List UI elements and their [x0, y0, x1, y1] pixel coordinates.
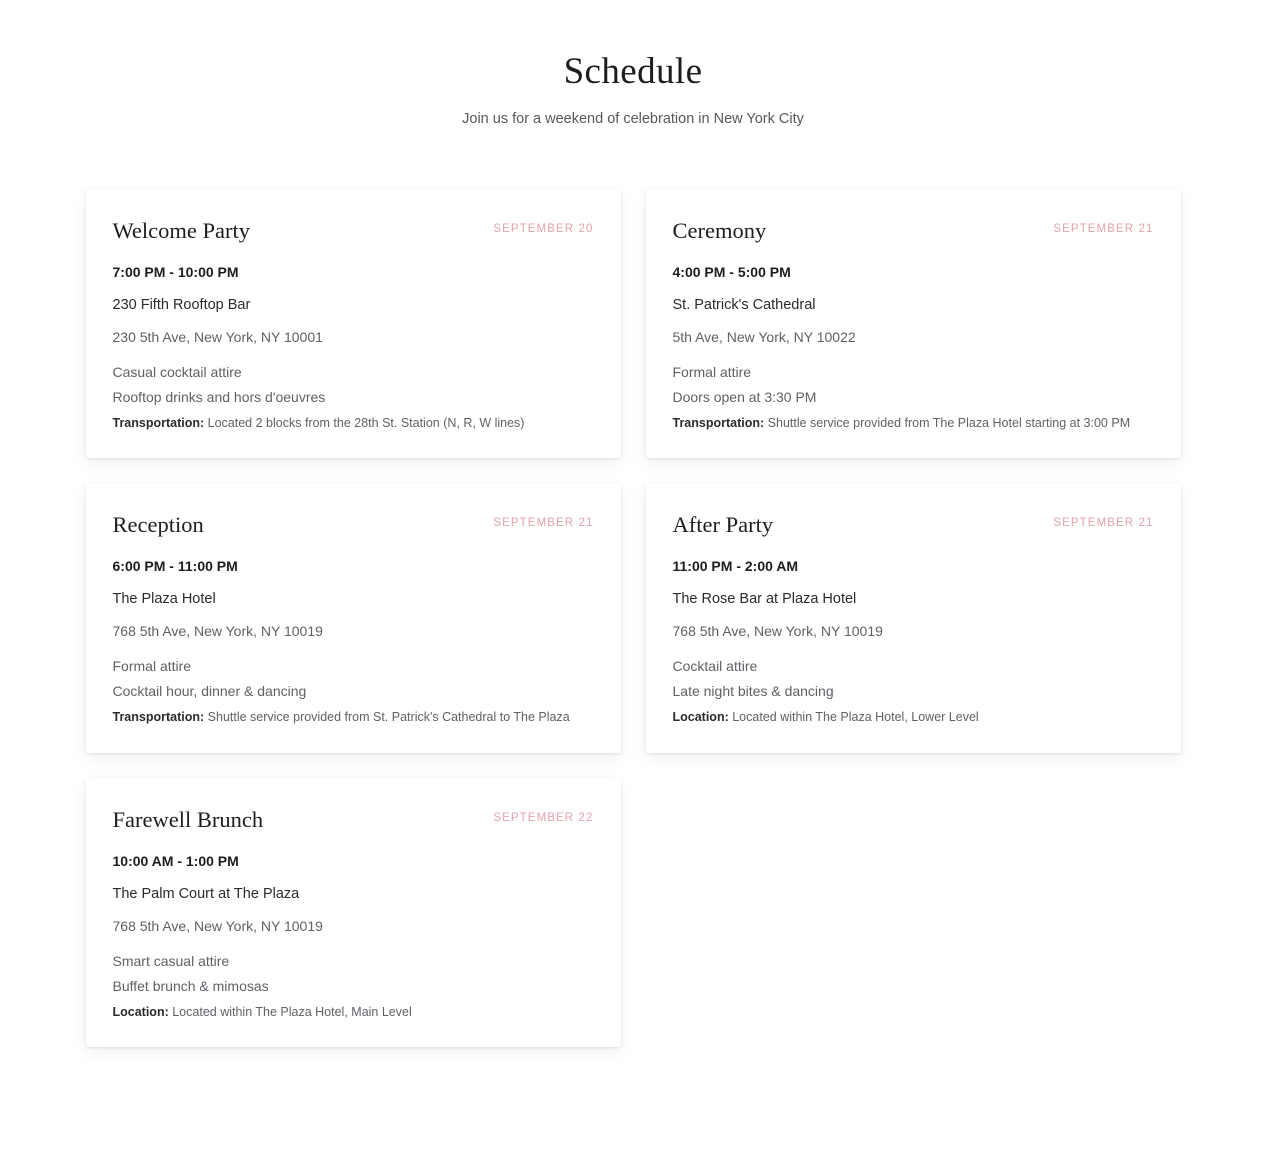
event-note [113, 1004, 594, 1022]
event-note-label: Location: [112, 1004, 169, 1019]
event-date: SEPTEMBER 21 [1053, 517, 1154, 530]
event-time: 6:00 PM - 11:00 PM [112, 558, 238, 575]
event-note-text: Located within The Plaza Hotel, Main Level [172, 1004, 412, 1019]
schedule-card-grid [0, 189, 1266, 1048]
event-time: 11:00 PM - 2:00 AM [672, 558, 799, 575]
card-header [673, 511, 1154, 538]
card-header [113, 806, 594, 833]
event-detail: Cocktail hour, dinner & dancing [112, 683, 307, 700]
event-venue: The Plaza Hotel [112, 591, 216, 608]
card-header [673, 217, 1154, 244]
card-header [113, 217, 594, 244]
event-address: 768 5th Ave, New York, NY 10019 [112, 917, 323, 934]
event-date: SEPTEMBER 22 [493, 811, 594, 824]
page-subtitle: Join us for a weekend of celebration in New York City [462, 110, 804, 127]
event-time: 7:00 PM - 10:00 PM [112, 263, 239, 280]
event-note-label: Transportation: [112, 415, 205, 430]
event-address: 230 5th Ave, New York, NY 10001 [112, 328, 323, 345]
schedule-card-ceremony [646, 189, 1181, 459]
event-title: Farewell Brunch [112, 806, 264, 832]
event-note [673, 415, 1154, 433]
event-detail: Rooftop drinks and hors d'oeuvres [112, 388, 326, 405]
event-time: 4:00 PM - 5:00 PM [672, 263, 791, 280]
event-title: Reception [112, 512, 204, 538]
event-date: SEPTEMBER 20 [493, 222, 594, 235]
event-title: Ceremony [672, 217, 767, 243]
event-venue: St. Patrick's Cathedral [672, 296, 816, 313]
event-note-text: Shuttle service provided from St. Patrick's Cathedral to The Plaza [207, 710, 570, 725]
event-attire: Smart casual attire [112, 952, 230, 969]
event-note [673, 709, 1154, 727]
event-venue: The Rose Bar at Plaza Hotel [672, 591, 857, 608]
event-detail: Late night bites & dancing [672, 683, 834, 700]
event-title: After Party [672, 512, 774, 538]
event-attire: Formal attire [672, 363, 752, 380]
event-detail: Buffet brunch & mimosas [112, 977, 269, 994]
event-attire: Formal attire [112, 658, 192, 675]
schedule-card-welcome-party [86, 189, 621, 459]
event-note-text: Located within The Plaza Hotel, Lower Level [732, 710, 979, 725]
event-venue: 230 Fifth Rooftop Bar [112, 296, 251, 313]
card-header [113, 511, 594, 538]
event-time: 10:00 AM - 1:00 PM [112, 852, 239, 869]
page-header [0, 52, 1266, 127]
event-address: 768 5th Ave, New York, NY 10019 [112, 623, 323, 640]
page-title: Schedule [563, 51, 703, 92]
event-note [113, 709, 594, 727]
event-note-label: Transportation: [112, 710, 205, 725]
event-address: 5th Ave, New York, NY 10022 [672, 328, 856, 345]
schedule-card-reception [86, 483, 621, 753]
event-note-label: Location: [672, 710, 729, 725]
schedule-card-farewell-brunch [86, 778, 621, 1048]
event-detail: Doors open at 3:30 PM [672, 388, 817, 405]
schedule-card-after-party [646, 483, 1181, 753]
event-note-text: Located 2 blocks from the 28th St. Station (N, R, W lines) [207, 415, 525, 430]
event-note [113, 415, 594, 433]
event-note-label: Transportation: [672, 415, 765, 430]
event-date: SEPTEMBER 21 [1053, 222, 1154, 235]
event-attire: Casual cocktail attire [112, 363, 242, 380]
event-title: Welcome Party [112, 217, 251, 243]
event-attire: Cocktail attire [672, 658, 758, 675]
event-address: 768 5th Ave, New York, NY 10019 [672, 623, 883, 640]
event-date: SEPTEMBER 21 [493, 517, 594, 530]
event-note-text: Shuttle service provided from The Plaza Hotel starting at 3:00 PM [767, 415, 1131, 430]
event-venue: The Palm Court at The Plaza [112, 885, 300, 902]
